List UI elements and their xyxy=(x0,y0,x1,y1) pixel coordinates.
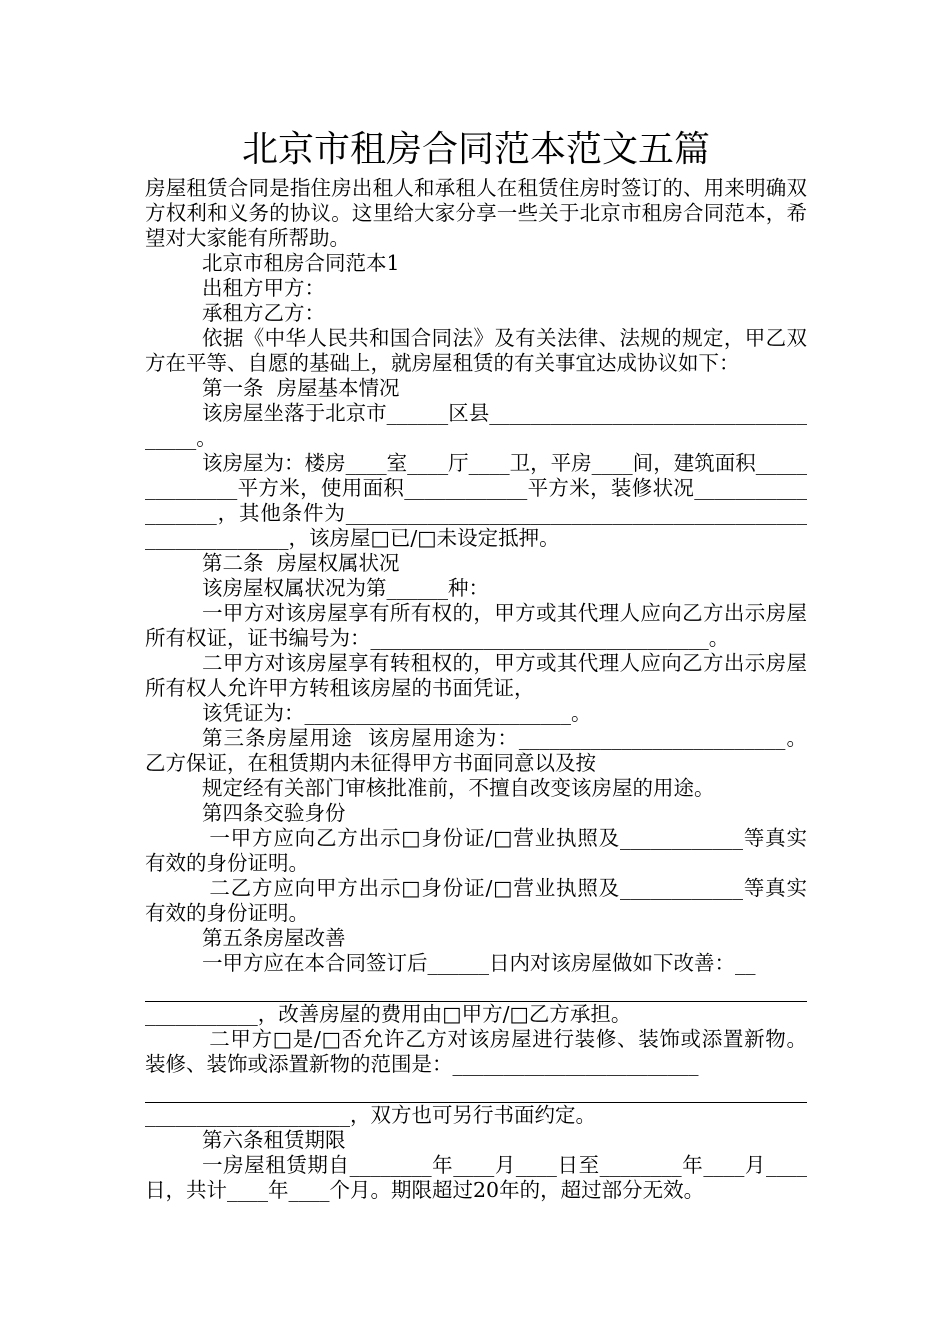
article-6-heading: 第六条租赁期限 xyxy=(202,1128,346,1152)
contract-heading: 北京市租房合同范本1 xyxy=(202,251,400,275)
article-1-heading: 第一条 房屋基本情况 xyxy=(202,376,400,400)
blank-fill-line xyxy=(145,976,807,1002)
article-4-clause-1: 一甲方应向乙方出示□身份证/□营业执照及____________等真实有效的身份证明。 xyxy=(145,826,807,875)
article-2-voucher: 该凭证为：__________________________。 xyxy=(202,701,592,725)
article-4-clause-2: 二乙方应向甲方出示□身份证/□营业执照及____________等真实有效的身份证明。 xyxy=(145,876,807,925)
article-3-usage: 第三条房屋用途 该房屋用途为：__________________________。乙方保证，在租赁期内未征得甲方书面同意以及按 xyxy=(145,726,807,775)
article-1-location: 该房屋坐落于北京市______区县____________________________________。 xyxy=(145,401,807,450)
article-5-cost: ___________，改善房屋的费用由□甲方/□乙方承担。 xyxy=(145,1002,632,1026)
article-3-continued: 规定经有关部门审核批准前，不擅自改变该房屋的用途。 xyxy=(202,776,715,800)
article-1-details: 该房屋为：楼房____室____厅____卫，平房____间，建筑面积______________平方米，使用面积____________平方米，装修状况__________________，其他条件为___________________________________________________________，该房屋□已/□未设定抵押。 xyxy=(145,451,807,550)
article-4-heading: 第四条交验身份 xyxy=(202,801,346,825)
intro-paragraph: 房屋租赁合同是指住房出租人和承租人在租赁住房时签订的、用来明确双方权利和义务的协议。这里给大家分享一些关于北京市租房合同范本，希望对大家能有所帮助。 xyxy=(145,176,807,250)
party-a-line: 出租方甲方： xyxy=(202,276,325,300)
blank-fill-line xyxy=(145,1077,807,1103)
article-5-agreement: ____________________，双方也可另行书面约定。 xyxy=(145,1103,596,1127)
document-page xyxy=(145,128,807,1203)
article-5-clause-1: 一甲方应在本合同签订后______日内对该房屋做如下改善：__ xyxy=(202,951,756,975)
article-2-clause-2: 二甲方对该房屋享有转租权的，甲方或其代理人应向乙方出示房屋所有权人允许甲方转租该房屋的书面凭证， xyxy=(145,651,807,700)
article-5-clause-2: 二甲方□是/□否允许乙方对该房屋进行装修、装饰或添置新物。装修、装饰或添置新物的范围是：________________________ xyxy=(145,1027,807,1076)
preamble-paragraph: 依据《中华人民共和国合同法》及有关法律、法规的规定，甲乙双方在平等、自愿的基础上，就房屋租赁的有关事宜达成协议如下： xyxy=(145,326,807,375)
party-b-line: 承租方乙方： xyxy=(202,301,325,325)
page-title: 北京市租房合同范本范文五篇 xyxy=(241,129,710,170)
article-2-status: 该房屋权属状况为第______种： xyxy=(202,576,489,600)
article-5-heading: 第五条房屋改善 xyxy=(202,926,346,950)
article-2-heading: 第二条 房屋权属状况 xyxy=(202,551,400,575)
article-6-clause-1: 一房屋租赁期自________年____月____日至________年____月____日，共计____年____个月。期限超过20年的，超过部分无效。 xyxy=(145,1153,807,1202)
article-2-clause-1: 一甲方对该房屋享有所有权的，甲方或其代理人应向乙方出示房屋所有权证，证书编号为：_________________________________。 xyxy=(145,601,807,650)
